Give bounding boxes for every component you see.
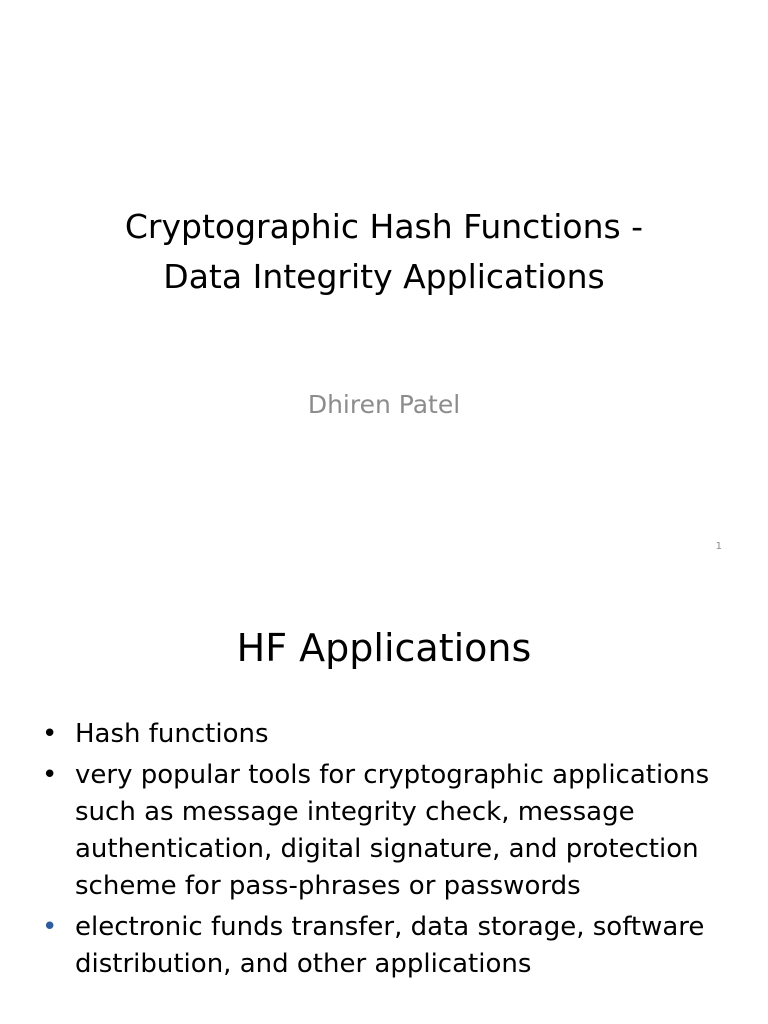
bullet-text: very popular tools for cryptographic applications such as message integrity check, message authentication, digital signature, and protection scheme for pass-phrases or passwords: [75, 760, 710, 901]
bullet-text: Hash functions: [75, 719, 269, 749]
slide-title-line: Cryptographic Hash Functions -: [124, 207, 644, 247]
bullet-dot-icon: •: [42, 760, 58, 790]
bullet-dot-icon: •: [42, 912, 58, 942]
bullet-item: [0, 716, 768, 753]
bullet-dot-icon: •: [42, 719, 58, 749]
slide-title: [60, 202, 708, 302]
content-slide: [0, 576, 768, 1024]
author-subtitle: Dhiren Patel: [307, 390, 461, 419]
page-number: 1: [715, 541, 722, 552]
bullet-text: electronic funds transfer, data storage, software distribution, and other applications: [75, 912, 705, 979]
slide-title-line: Data Integrity Applications: [163, 257, 605, 297]
bullet-item: [0, 909, 768, 983]
bullet-item: [0, 757, 768, 905]
bullet-list: [0, 716, 768, 987]
slide-heading: HF Applications: [236, 626, 532, 670]
